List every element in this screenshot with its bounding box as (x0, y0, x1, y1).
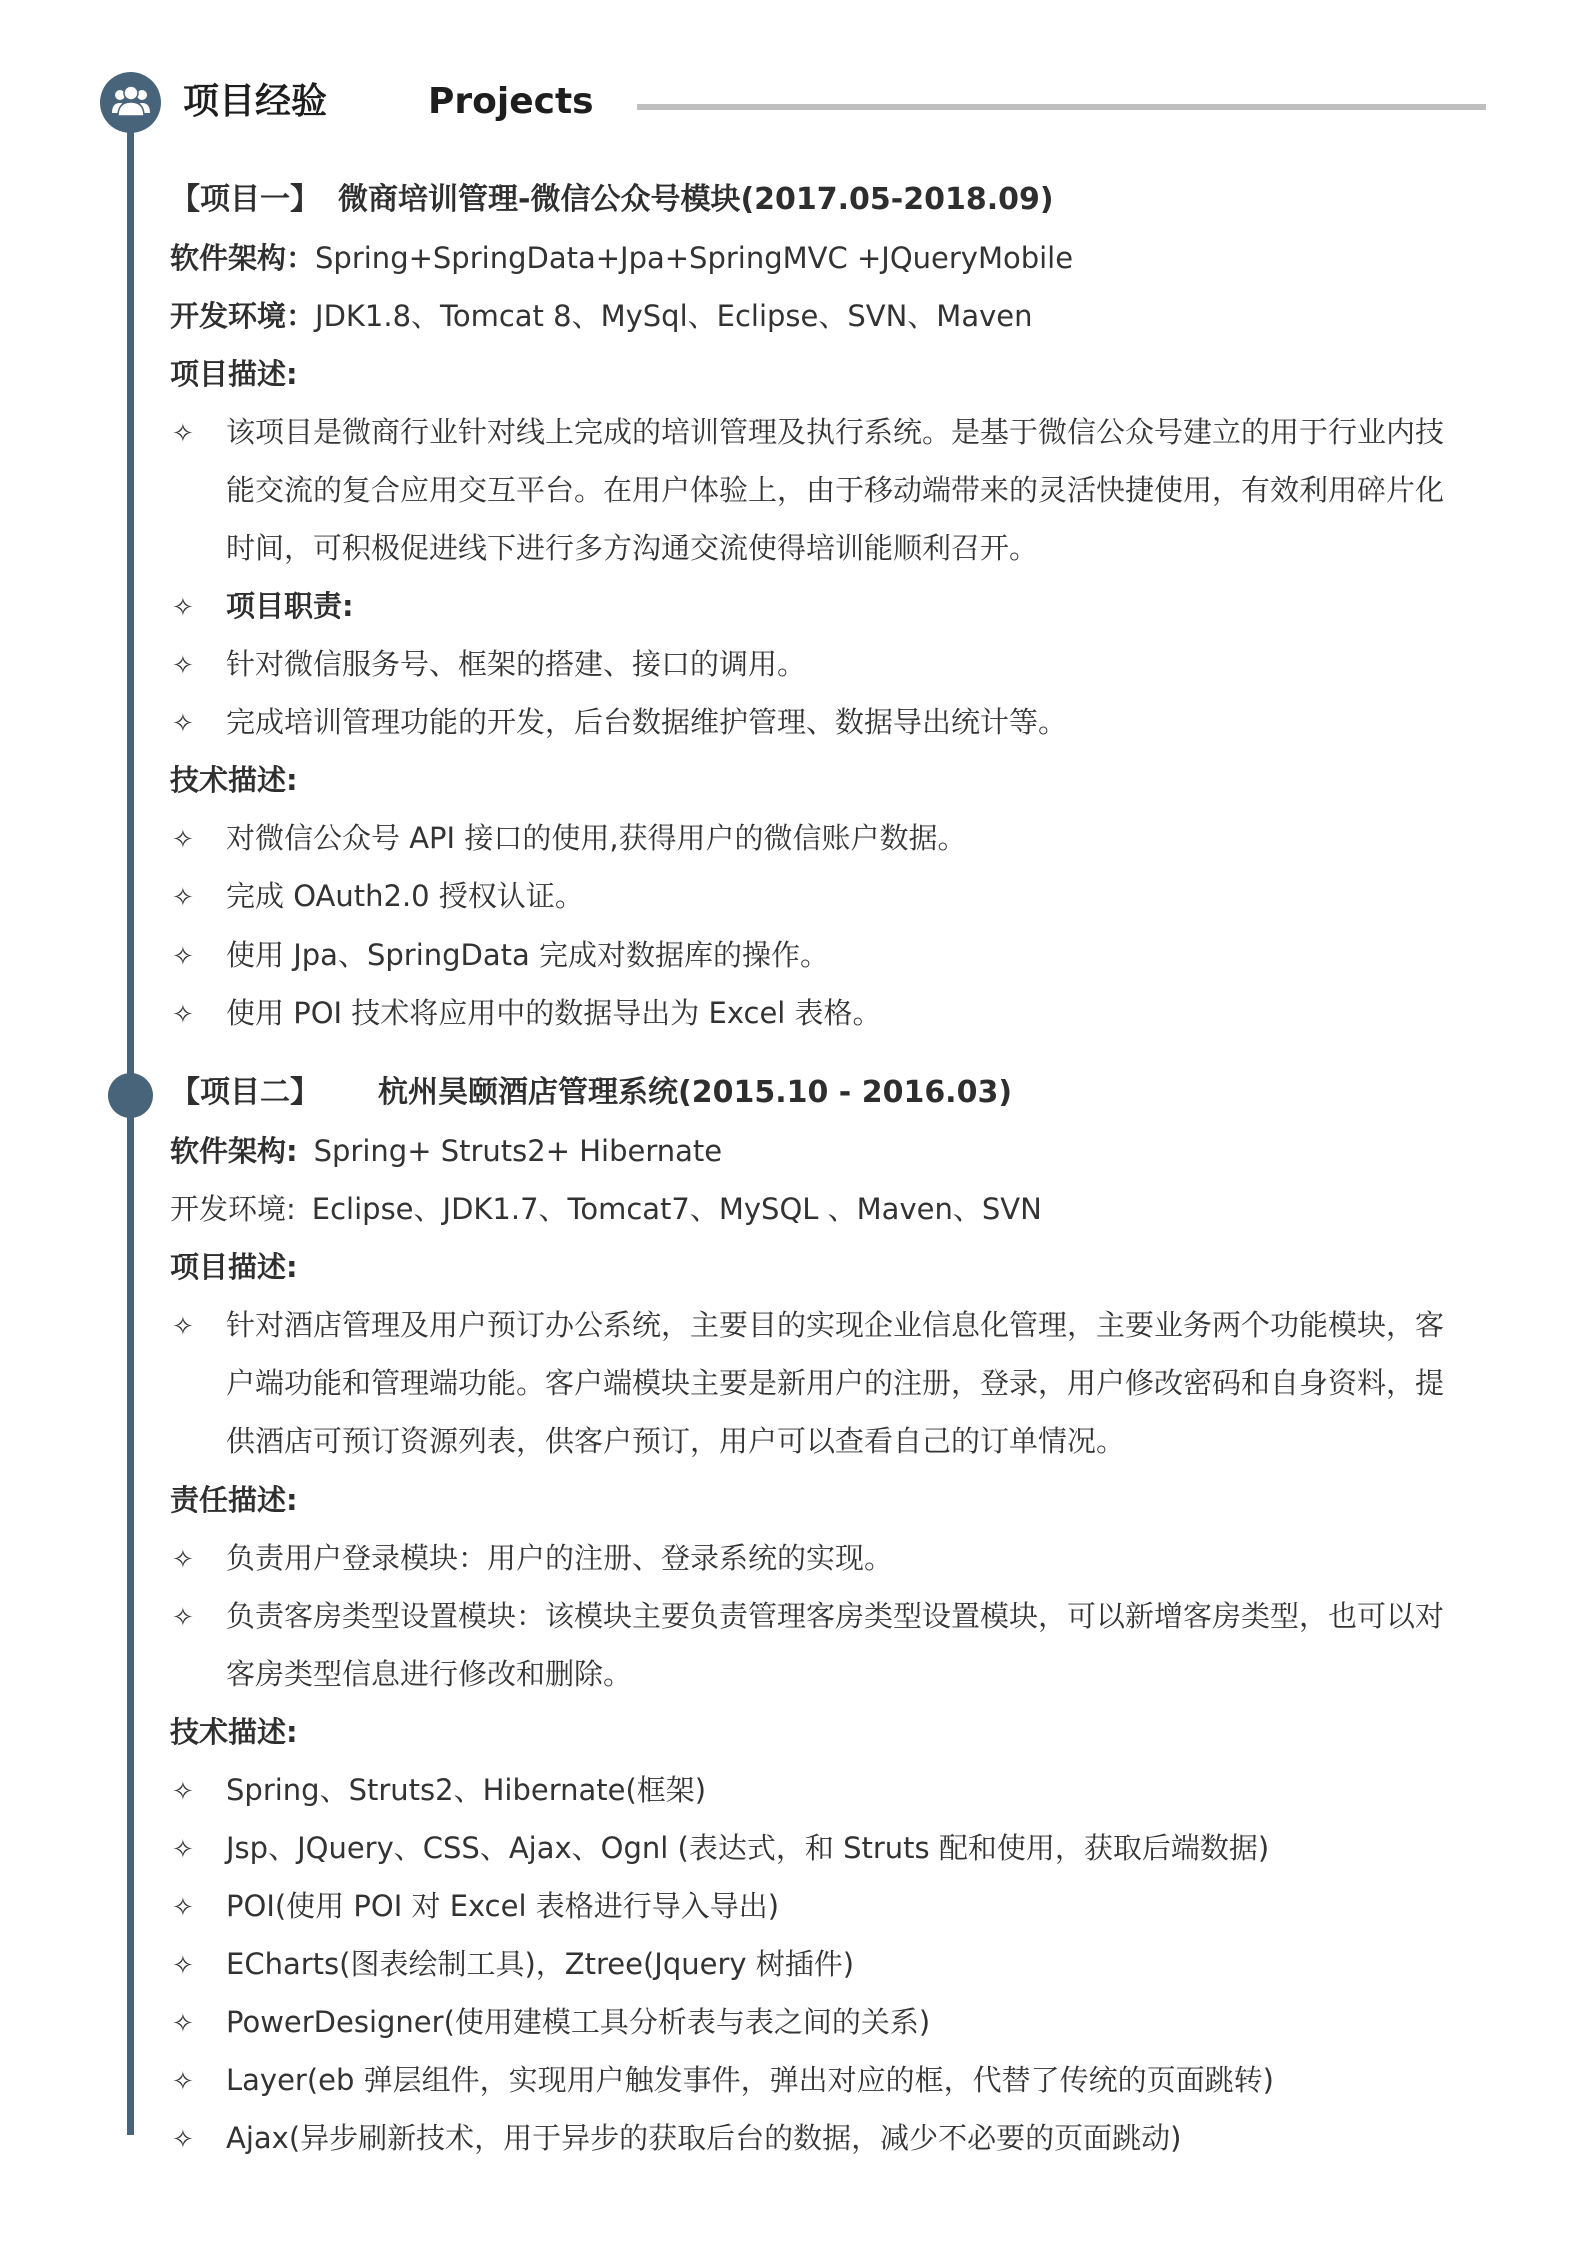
diamond-bullet-icon: ✧ (172, 825, 194, 855)
users-group-icon (111, 84, 151, 122)
project2-desc-label: 项目描述: (170, 1250, 298, 1284)
project1-env-value: JDK1.8、Tomcat 8、MySql、Eclipse、SVN、Maven (315, 299, 1033, 333)
project1-desc-line: 时间，可积极促进线下进行多方沟通交流使得培训能顺利召开。 (226, 531, 1039, 565)
project1-tech-item (172, 818, 967, 858)
project1-duty-label-item (172, 586, 354, 626)
project1-tech-label: 技术描述: (170, 763, 298, 797)
project2-tech-item (172, 1828, 1269, 1868)
project1-title (170, 180, 1054, 220)
diamond-bullet-icon: ✧ (172, 1777, 194, 1807)
project2-desc-line: 针对酒店管理及用户预订办公系统，主要目的实现企业信息化管理，主要业务两个功能模块，客 (226, 1308, 1445, 1342)
diamond-bullet-icon: ✧ (172, 1312, 194, 1342)
project2-desc-line: 户端功能和管理端功能。客户端模块主要是新用户的注册，登录，用户修改密码和自身资料，提 (226, 1366, 1445, 1400)
project2-env (170, 1189, 1042, 1229)
project1-desc-item (172, 412, 1444, 452)
project1-tech-item (172, 993, 882, 1033)
project1-tech-text: 使用 Jpa、SpringData 完成对数据库的操作。 (226, 938, 829, 972)
project1-arch-value: Spring+SpringData+Jpa+SpringMVC +JQueryMobile (315, 241, 1074, 275)
project2-tech-text: PowerDesigner(使用建模工具分析表与表之间的关系) (226, 2005, 931, 2039)
diamond-bullet-icon: ✧ (172, 883, 194, 913)
timeline-dot-project2 (108, 1073, 153, 1118)
diamond-bullet-icon: ✧ (172, 1545, 194, 1575)
project2-tech-text: ECharts(图表绘制工具)，Ztree(Jquery 树插件) (226, 1947, 855, 1981)
project2-tech-item (172, 2060, 1274, 2100)
diamond-bullet-icon: ✧ (172, 942, 194, 972)
diamond-bullet-icon: ✧ (172, 1893, 194, 1923)
diamond-bullet-icon: ✧ (172, 1000, 194, 1030)
diamond-bullet-icon: ✧ (172, 2067, 194, 2097)
diamond-bullet-icon: ✧ (172, 709, 194, 739)
project2-tech-text: Spring、Struts2、Hibernate(框架) (226, 1773, 707, 1807)
project2-tech-item (172, 1886, 779, 1926)
project1-duty-item (172, 702, 1067, 742)
project2-resp-label: 责任描述: (170, 1483, 298, 1517)
project2-tech-text: Layer(eb 弹层组件，实现用户触发事件，弹出对应的框，代替了传统的页面跳转) (226, 2063, 1274, 2097)
project2-resp-item (172, 1596, 1444, 1636)
project2-resp-text: 负责客房类型设置模块：该模块主要负责管理客房类型设置模块，可以新增客房类型，也可以对 (226, 1599, 1445, 1633)
project2-env-value: Eclipse、JDK1.7、Tomcat7、MySQL 、Maven、SVN (311, 1192, 1042, 1226)
project1-tech-text: 完成 OAuth2.0 授权认证。 (226, 879, 584, 913)
diamond-bullet-icon: ✧ (172, 1603, 194, 1633)
project1-desc-label: 项目描述: (170, 357, 298, 391)
project2-arch-value: Spring+ Struts2+ Hibernate (313, 1134, 723, 1168)
project1-env (170, 296, 1032, 336)
diamond-bullet-icon: ✧ (172, 593, 194, 623)
project1-duty-text: 完成培训管理功能的开发，后台数据维护管理、数据导出统计等。 (226, 705, 1068, 739)
project1-arch-label: 软件架构： (170, 241, 316, 275)
section-title-cn: 项目经验 (183, 81, 328, 122)
timeline-line (127, 102, 134, 2135)
diamond-bullet-icon: ✧ (172, 1835, 194, 1865)
project1-tech-text: 对微信公众号 API 接口的使用,获得用户的微信账户数据。 (226, 821, 967, 855)
project1-duty-text: 针对微信服务号、框架的搭建、接口的调用。 (226, 647, 807, 681)
project2-resp-text: 负责用户登录模块：用户的注册、登录系统的实现。 (226, 1541, 894, 1575)
project1-name: 微商培训管理-微信公众号模块(2017.05-2018.09) (338, 182, 1054, 217)
project2-tech-item (172, 1944, 854, 1984)
project1-duty-label: 项目职责: (226, 589, 354, 623)
project2-desc-item (172, 1305, 1444, 1345)
project2-tech-text: Jsp、JQuery、CSS、Ajax、Ognl (表达式，和 Struts 配和使用，获取后端数据) (226, 1831, 1270, 1865)
project1-duty-item (172, 644, 806, 684)
section-icon-circle (100, 72, 161, 133)
section-title-en: Projects (428, 81, 594, 122)
project1-desc-line: 能交流的复合应用交互平台。在用户体验上，由于移动端带来的灵活快捷使用，有效利用碎片化 (226, 473, 1445, 507)
project1-tag: 【项目一】 (170, 182, 320, 217)
diamond-bullet-icon: ✧ (172, 2125, 194, 2155)
project1-tech-item (172, 876, 584, 916)
project1-env-label: 开发环境： (170, 299, 316, 333)
project2-tech-text: Ajax(异步刷新技术，用于异步的获取后台的数据，减少不必要的页面跳动) (226, 2121, 1182, 2155)
project2-tag: 【项目二】 (170, 1075, 320, 1110)
project1-desc-line: 该项目是微商行业针对线上完成的培训管理及执行系统。是基于微信公众号建立的用于行业内技 (226, 415, 1445, 449)
diamond-bullet-icon: ✧ (172, 419, 194, 449)
project2-tech-item (172, 2118, 1181, 2158)
project2-arch-label: 软件架构: (170, 1134, 298, 1168)
project2-name: 杭州昊颐酒店管理系统(2015.10 - 2016.03) (378, 1075, 1013, 1110)
diamond-bullet-icon: ✧ (172, 1951, 194, 1981)
project2-env-label: 开发环境: (170, 1192, 296, 1226)
project2-arch (170, 1131, 722, 1171)
project1-tech-item (172, 935, 829, 975)
project2-desc-line: 供酒店可预订资源列表，供客户预订，用户可以查看自己的订单情况。 (226, 1424, 1126, 1458)
diamond-bullet-icon: ✧ (172, 651, 194, 681)
section-divider (637, 104, 1486, 110)
project2-resp-item (172, 1538, 893, 1578)
project1-tech-text: 使用 POI 技术将应用中的数据导出为 Excel 表格。 (226, 996, 882, 1030)
project1-arch (170, 238, 1073, 278)
project2-tech-item (172, 2002, 930, 2042)
project2-resp-line: 客房类型信息进行修改和删除。 (226, 1657, 633, 1691)
project2-title (170, 1073, 1012, 1113)
project2-tech-text: POI(使用 POI 对 Excel 表格进行导入导出) (226, 1889, 780, 1923)
project2-tech-label: 技术描述: (170, 1715, 298, 1749)
project2-tech-item (172, 1770, 706, 1810)
diamond-bullet-icon: ✧ (172, 2009, 194, 2039)
